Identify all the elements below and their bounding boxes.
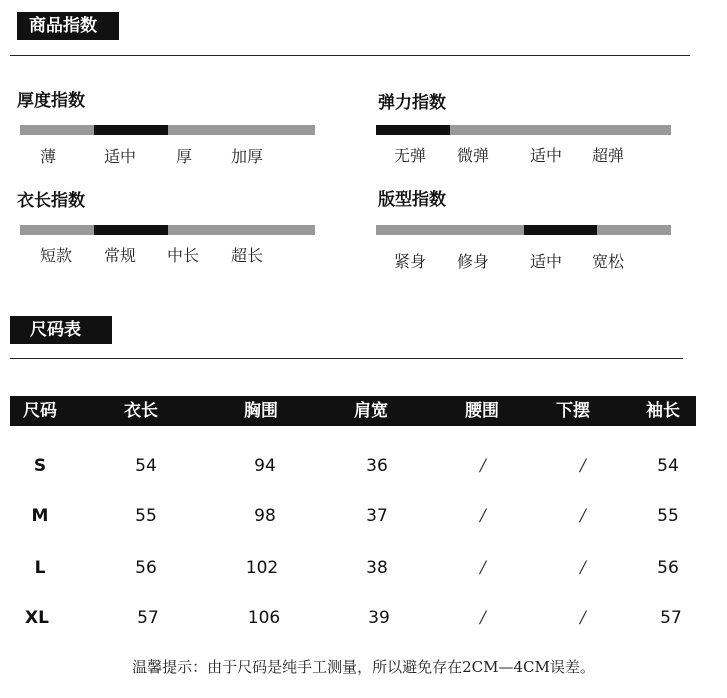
cell-length: 54 xyxy=(135,456,157,476)
fit-level-slim: 修身 xyxy=(457,252,490,271)
length-bar-segment xyxy=(20,225,94,235)
header-waist: 腰围 xyxy=(465,401,499,421)
thickness-level-thin: 薄 xyxy=(40,147,57,166)
length-bar-segment xyxy=(94,225,168,235)
cell-chest: 98 xyxy=(254,506,276,526)
cell-sleeve: 56 xyxy=(657,558,679,578)
cell-waist: / xyxy=(480,506,486,526)
cell-hem: / xyxy=(580,456,586,476)
cell-sleeve: 55 xyxy=(657,506,679,526)
cell-waist: / xyxy=(480,456,486,476)
cell-waist: / xyxy=(480,558,486,578)
fit-index-bar xyxy=(376,225,671,235)
fit-bar-segment xyxy=(450,225,524,235)
fit-level-medium: 适中 xyxy=(530,252,563,271)
elasticity-index-bar xyxy=(376,125,671,135)
cell-shoulder: 39 xyxy=(368,608,390,628)
size-chart-tag: 尺码表 xyxy=(10,316,112,344)
cell-hem: / xyxy=(580,558,586,578)
header-length: 衣长 xyxy=(124,401,158,421)
cell-hem: / xyxy=(580,506,586,526)
length-bar-segment xyxy=(168,225,242,235)
size-chart-divider xyxy=(10,358,683,359)
cell-size: M xyxy=(31,506,49,526)
elasticity-bar-segment xyxy=(450,125,524,135)
header-size: 尺码 xyxy=(23,401,57,421)
cell-shoulder: 38 xyxy=(366,558,388,578)
elasticity-bar-segment xyxy=(524,125,598,135)
length-level-short: 短款 xyxy=(40,246,73,265)
thickness-level-extra-thick: 加厚 xyxy=(231,147,264,166)
thickness-bar-segment xyxy=(94,125,168,135)
product-index-tag: 商品指数 xyxy=(17,12,119,40)
length-level-mid-long: 中长 xyxy=(167,246,200,265)
table-row xyxy=(0,606,727,630)
fit-bar-segment xyxy=(597,225,671,235)
length-level-extra-long: 超长 xyxy=(231,246,264,265)
header-chest: 胸围 xyxy=(244,401,278,421)
cell-size: L xyxy=(34,558,46,578)
cell-chest: 94 xyxy=(254,456,276,476)
fit-level-tight: 紧身 xyxy=(394,252,427,271)
cell-waist: / xyxy=(480,608,486,628)
fit-bar-segment xyxy=(524,225,598,235)
elasticity-level-none: 无弹 xyxy=(394,146,427,165)
cell-size: S xyxy=(33,456,47,476)
cell-sleeve: 54 xyxy=(657,456,679,476)
length-bar-segment xyxy=(241,225,315,235)
elasticity-level-medium: 适中 xyxy=(530,146,563,165)
thickness-index-bar xyxy=(20,125,315,135)
header-sleeve: 袖长 xyxy=(646,401,680,421)
elasticity-index-label: 弹力指数 xyxy=(378,93,446,113)
cell-shoulder: 37 xyxy=(366,506,388,526)
table-row xyxy=(0,454,727,478)
size-table-header xyxy=(10,396,696,426)
cell-shoulder: 36 xyxy=(366,456,388,476)
elasticity-level-slight: 微弹 xyxy=(457,146,490,165)
cell-length: 57 xyxy=(137,608,159,628)
cell-hem: / xyxy=(580,608,586,628)
fit-index-label: 版型指数 xyxy=(378,190,446,210)
thickness-bar-segment xyxy=(241,125,315,135)
thickness-bar-segment xyxy=(20,125,94,135)
cell-sleeve: 57 xyxy=(660,608,682,628)
length-index-bar xyxy=(20,225,315,235)
thickness-level-medium: 适中 xyxy=(104,147,137,166)
cell-size: XL xyxy=(25,608,49,628)
length-index-label: 衣长指数 xyxy=(17,191,85,211)
length-level-regular: 常规 xyxy=(104,246,137,265)
table-row xyxy=(0,556,727,580)
elasticity-bar-segment xyxy=(376,125,450,135)
cell-length: 55 xyxy=(135,506,157,526)
product-index-divider xyxy=(10,55,690,56)
cell-chest: 102 xyxy=(245,558,279,578)
fit-level-loose: 宽松 xyxy=(592,252,625,271)
thickness-bar-segment xyxy=(168,125,242,135)
elasticity-level-super: 超弹 xyxy=(592,146,625,165)
cell-length: 56 xyxy=(135,558,157,578)
elasticity-bar-segment xyxy=(597,125,671,135)
measurement-note: 温馨提示：由于尺码是纯手工测量，所以避免存在2CM—4CM误差。 xyxy=(132,658,595,676)
cell-chest: 106 xyxy=(247,608,281,628)
header-hem: 下摆 xyxy=(556,401,590,421)
table-row xyxy=(0,504,727,528)
fit-bar-segment xyxy=(376,225,450,235)
thickness-index-label: 厚度指数 xyxy=(17,91,85,111)
header-shoulder: 肩宽 xyxy=(354,401,388,421)
thickness-level-thick: 厚 xyxy=(176,147,193,166)
